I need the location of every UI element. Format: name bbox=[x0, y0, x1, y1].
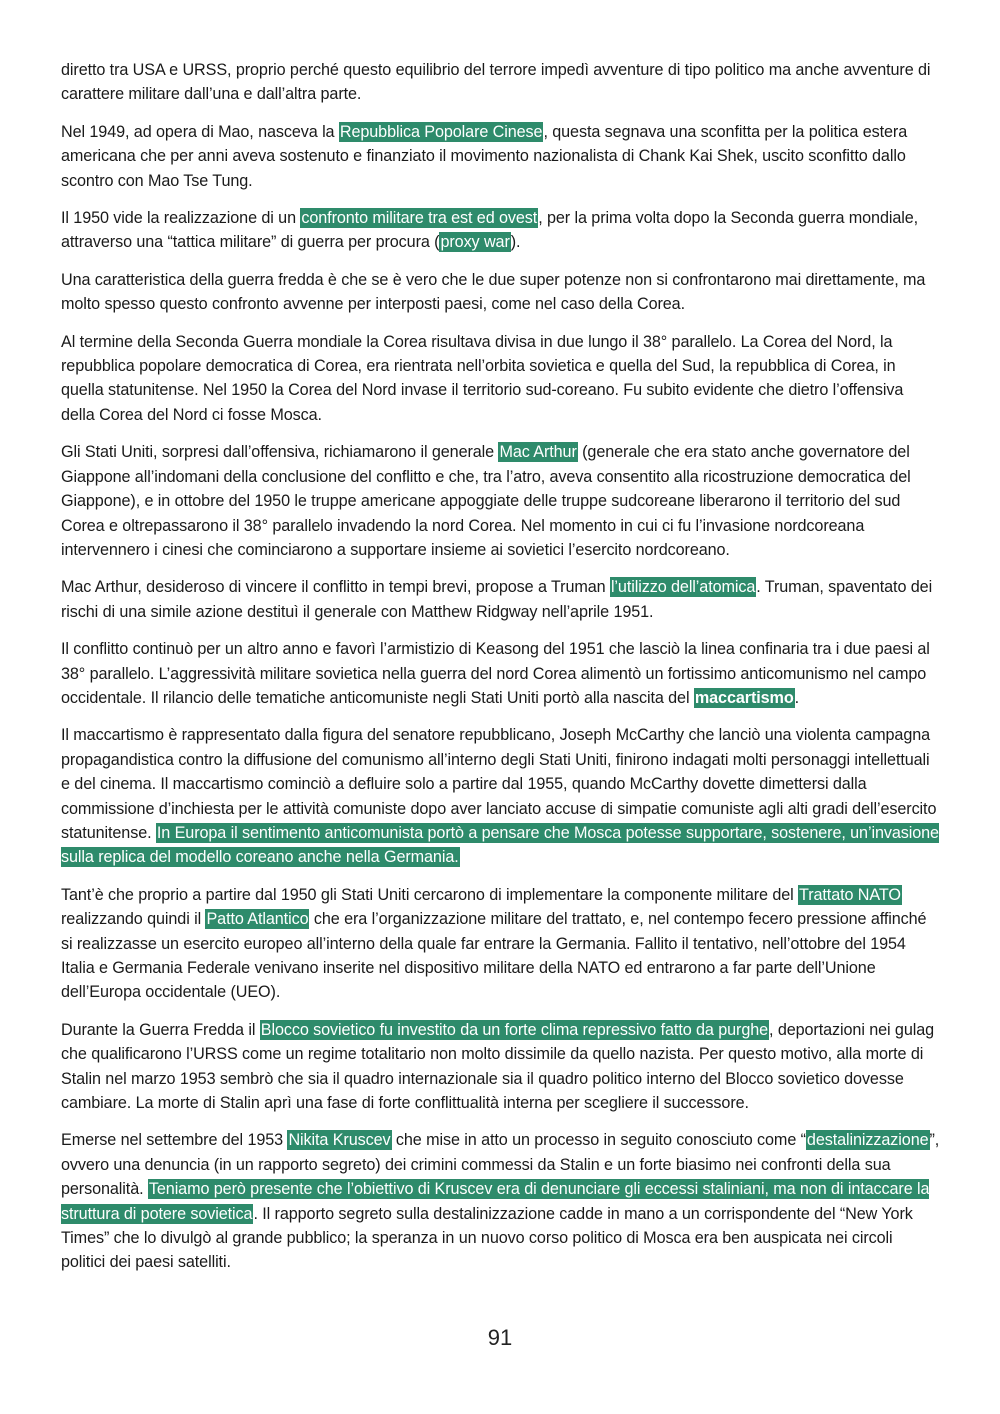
paragraph bbox=[61, 330, 941, 428]
text-run: ”, ovvero una denuncia (in un rapporto segreto) dei crimini commessi da Stalin e un forte biasimo nei confronti della sua personalità. bbox=[61, 1131, 940, 1199]
text-run: Durante la Guerra Fredda il bbox=[61, 1020, 260, 1039]
paragraph bbox=[61, 1128, 941, 1274]
text-run: che mise in atto un processo in seguito conosciuto come “ bbox=[391, 1131, 806, 1150]
paragraph bbox=[61, 58, 941, 107]
paragraph bbox=[61, 883, 941, 1005]
text-run: ). bbox=[510, 233, 521, 252]
paragraph bbox=[61, 1018, 941, 1116]
text-run: Il conflitto continuò per un altro anno e favorì l’armistizio di Keasong del 1951 che lasciò la linea confinaria tra i due paesi al 38° parallelo. L’aggressività militare sovietica nella guerra del nord Corea alimentò un fortissimo anticomunismo nel campo occidentale. Il rilancio delle tematiche anticomuniste negli Stati Uniti portò alla nascita del bbox=[61, 640, 930, 707]
highlighted-text: proxy war bbox=[440, 233, 510, 252]
paragraph bbox=[61, 120, 941, 193]
text-run: Il maccartismo è rappresentato dalla figura del senatore repubblicano, Joseph McCarthy che lanciò una violenta campagna propagandistica contro la diffusione del comunismo all’interno degli Stati Uniti, finirono indagati molti personaggi intellettuali e del cinema. Il maccartismo cominciò a defluire solo a partire dal 1955, quando McCarthy dovette dimettersi dalla commissione d’inchiesta per le attività comuniste dopo aver lanciato accuse di simpatie comuniste agli alti gradi dell’esercito statunitense. bbox=[61, 726, 937, 842]
text-run: . Truman, spaventato dei rischi di una simile azione destituì il generale con Matthew Ridgway nell’aprile 1951. bbox=[61, 578, 933, 621]
highlighted-text: Trattato NATO bbox=[799, 885, 901, 904]
highlighted-text: maccartismo bbox=[694, 688, 794, 707]
text-run: Mac Arthur, desideroso di vincere il conflitto in tempi brevi, propose a Truman bbox=[61, 578, 610, 597]
highlighted-text: Repubblica Popolare Cinese bbox=[339, 122, 543, 141]
highlighted-text: Teniamo però presente che l’obiettivo di Kruscev era di denunciare gli eccessi staliniani, ma non di intaccare la struttura di potere sovietica bbox=[61, 1180, 930, 1223]
page-number: 91 bbox=[487, 1325, 513, 1350]
text-run: Nel 1949, ad opera di Mao, nasceva la bbox=[61, 122, 339, 141]
text-run: , questa segnava una sconfitta per la politica estera americana che per anni aveva sostenuto e finanziato il movimento nazionalista di Chank Kai Shek, uscito sconfitto dallo scontro con Mao Tse Tung. bbox=[61, 122, 908, 190]
highlighted-text: l’utilizzo dell’atomica bbox=[610, 578, 756, 597]
paragraph bbox=[61, 575, 941, 624]
highlighted-text: confronto militare tra est ed ovest bbox=[301, 209, 538, 228]
paragraph bbox=[61, 268, 941, 317]
paragraph bbox=[61, 440, 941, 562]
text-run: diretto tra USA e URSS, proprio perché questo equilibrio del terrore impedì avventure di tipo politico ma anche avventure di carattere militare dall’una e dall’altra parte. bbox=[61, 61, 931, 104]
text-run: Emerse nel settembre del 1953 bbox=[61, 1131, 288, 1150]
text-run: , per la prima volta dopo la Seconda guerra mondiale, attraverso una “tattica militare” di guerra per procura ( bbox=[61, 209, 919, 252]
paragraph bbox=[61, 206, 941, 255]
highlighted-text: Patto Atlantico bbox=[206, 910, 309, 929]
paragraph bbox=[61, 723, 941, 869]
document-body bbox=[61, 58, 941, 1288]
highlighted-text: destalinizzazione bbox=[806, 1131, 929, 1150]
text-run: che era l’organizzazione militare del trattato, e, nel contempo fecero pressione affinché si realizzasse un esercito europeo all’interno della quale far entrare la Germania. Fallito il tentativo, nell’ottobre del 1954 Italia e Germania Federale venivano inserite nel dispositivo militare della NATO ed entrarono a far parte dell’Unione dell’Europa occidentale (UEO). bbox=[61, 910, 927, 1002]
text-run: (generale che era stato anche governatore del Giappone all’indomani della conclusione del conflitto e che, tra l’atro, aveva consentito alla ricostruzione democratica del Giappone), e in ottobre del 1950 le truppe americane appoggiate delle truppe sudcoreane liberarono il territorio del sud Corea e oltrepassarono il 38° parallelo invadendo la nord Corea. Nel momento in cui ci fu l’invasione nordcoreana intervennero i cinesi che cominciarono a supportare insieme ai sovietici l’esercito nordcoreano. bbox=[61, 443, 911, 559]
text-run: . Il rapporto segreto sulla destalinizzazione cadde in mano a un corrispondente del “New York Times” che lo divulgò al grande pubblico; la speranza in un nuovo corso politico di Mosca era ben auspicata nei circoli politici dei paesi satelliti. bbox=[61, 1204, 913, 1272]
text-run: Al termine della Seconda Guerra mondiale la Corea risultava divisa in due lungo il 38° parallelo. La Corea del Nord, la repubblica popolare democratica di Corea, era rientrata nell’orbita sovietica e quella del Sud, la repubblica di Corea, in quella statunitense. Nel 1950 la Corea del Nord invase il territorio sud-coreano. Fu subito evidente che dietro l’offensiva della Corea del Nord ci fosse Mosca. bbox=[61, 332, 904, 424]
highlighted-text: Blocco sovietico fu investito da un forte clima repressivo fatto da purghe bbox=[260, 1020, 769, 1039]
highlighted-text: Nikita Kruscev bbox=[288, 1131, 391, 1150]
text-run: Una caratteristica della guerra fredda è che se è vero che le due super potenze non si confrontarono mai direttamente, ma molto spesso questo confronto avvenne per interposti paesi, come nel caso della Corea. bbox=[61, 270, 926, 314]
text-run: Gli Stati Uniti, sorpresi dall’offensiva, richiamarono il generale bbox=[61, 443, 499, 462]
text-run: realizzando quindi il bbox=[61, 910, 206, 929]
text-run: Il 1950 vide la realizzazione di un bbox=[61, 209, 301, 228]
highlighted-text: In Europa il sentimento anticomunista portò a pensare che Mosca potesse supportare, sostenere, un’invasione sulla replica del modello coreano anche nella Germania. bbox=[61, 823, 939, 867]
highlighted-text: Mac Arthur bbox=[499, 443, 577, 462]
text-run: , deportazioni nei gulag che qualificarono l’URSS come un regime totalitario non molto dissimile da quello nazista. Per questo motivo, alla morte di Stalin nel marzo 1953 sembrò che sia il quadro internazionale sia il quadro politico interno del Blocco sovietico dovesse cambiare. La morte di Stalin aprì una fase di forte conflittualità interna per scegliere il successore. bbox=[61, 1020, 935, 1113]
text-run: . bbox=[794, 688, 800, 707]
paragraph bbox=[61, 637, 941, 710]
text-run: Tant’è che proprio a partire dal 1950 gli Stati Uniti cercarono di implementare la componente militare del bbox=[61, 885, 799, 904]
